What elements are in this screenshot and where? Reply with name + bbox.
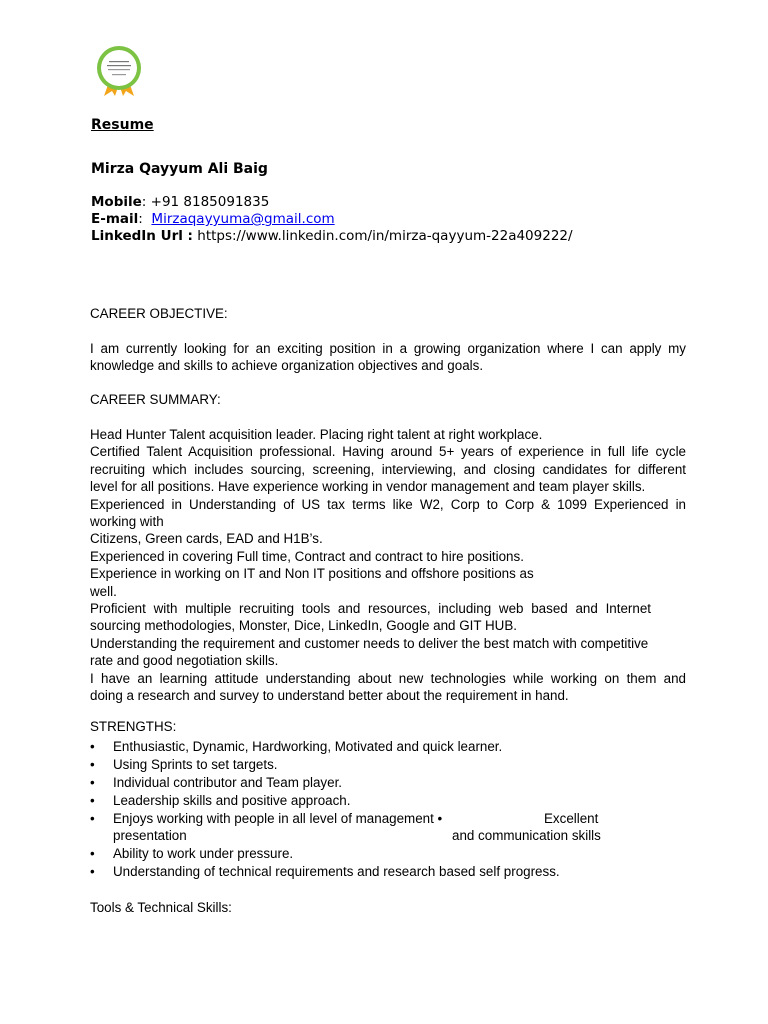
summary-line: Citizens, Green cards, EAD and H1B’s. [90,531,323,547]
tools-heading: Tools & Technical Skills: [90,900,232,915]
summary-line: rate and good negotiation skills. [90,653,279,669]
bullet-icon: • [90,757,95,772]
objective-line: knowledge and skills to achieve organization objectives and goals. [90,358,484,374]
list-item: • Using Sprints to set targets. [90,757,278,772]
list-item: • Individual contributor and Team player. [90,775,343,790]
email-label: E-mail [91,211,139,227]
candidate-name: Mirza Qayyum Ali Baig [91,161,268,177]
mobile-line [91,194,269,210]
email-line [91,211,335,227]
summary-line: Experienced in Understanding of US tax terms like W2, Corp to Corp & 1099 Experienced in [90,496,686,512]
summary-line: Understanding the requirement and customer needs to deliver the best match with competitive [90,635,649,651]
summary-line: Certified Talent Acquisition professional. Having around 5+ years of experience in full life cycle [90,444,686,460]
mobile-label: Mobile [91,194,142,210]
bullet-icon: • [90,846,95,861]
summary-line: doing a research and survey to understand better about the requirement in hand. [90,688,569,704]
list-item: • Enjoys working with people in all level of management • Excellent presentation and communication skills [90,811,601,843]
resume-title: Resume [91,117,154,133]
certification-badge-logo [96,44,142,96]
list-item: • Enthusiastic, Dynamic, Hardworking, Motivated and quick learner. [90,739,503,754]
split-item-right-top: Excellent [544,811,599,826]
career-objective-heading: CAREER OBJECTIVE: [90,306,228,321]
list-item: • Leadership skills and positive approach. [90,793,351,808]
career-objective-text [90,340,686,375]
summary-line: recruiting which includes sourcing, screening, interviewing, and closing candidates for different [90,461,686,477]
career-summary-heading: CAREER SUMMARY: [90,392,221,407]
strengths-heading: STRENGTHS: [90,719,177,734]
summary-line: sourcing methodologies, Monster, Dice, LinkedIn, Google and GIT HUB. [90,618,517,634]
bullet-icon: • [90,811,95,826]
list-item: • Ability to work under pressure. [90,846,294,861]
summary-line: well. [90,583,117,599]
split-item-left-bottom: presentation [113,828,187,843]
email-separator: : [138,211,143,227]
email-link[interactable]: Mirzaqayyuma@gmail.com [151,211,335,227]
list-item: • Understanding of technical requirements and research based self progress. [90,864,560,879]
linkedin-url[interactable]: https://www.linkedin.com/in/mirza-qayyum-22a409222/ [197,228,573,244]
linkedin-label: LinkedIn Url : [91,228,193,244]
bullet-icon: • [90,775,95,790]
career-summary-text [90,426,686,705]
summary-line: Proficient with multiple recruiting tools and resources, including web based and Internet [90,601,651,617]
summary-line: Experience in working on IT and Non IT positions and offshore positions as [90,566,534,582]
mobile-value: : +91 8185091835 [141,194,270,210]
linkedin-line [91,228,573,244]
strengths-list [90,738,690,881]
summary-line: level for all positions. Have experience working in vendor management and team player skills. [90,479,646,495]
objective-line: I am currently looking for an exciting position in a growing organization where I can apply my [90,341,686,356]
bullet-icon: • [90,793,95,808]
split-item-right-bottom: and communication skills [452,828,601,843]
summary-line: Experienced in covering Full time, Contract and contract to hire positions. [90,548,524,564]
bullet-icon: • [90,864,95,879]
bullet-icon: • [90,739,95,754]
summary-line: working with [90,514,164,530]
summary-line: I have an learning attitude understanding about new technologies while working on them and [90,670,686,686]
summary-line: Head Hunter Talent acquisition leader. Placing right talent at right workplace. [90,427,543,442]
